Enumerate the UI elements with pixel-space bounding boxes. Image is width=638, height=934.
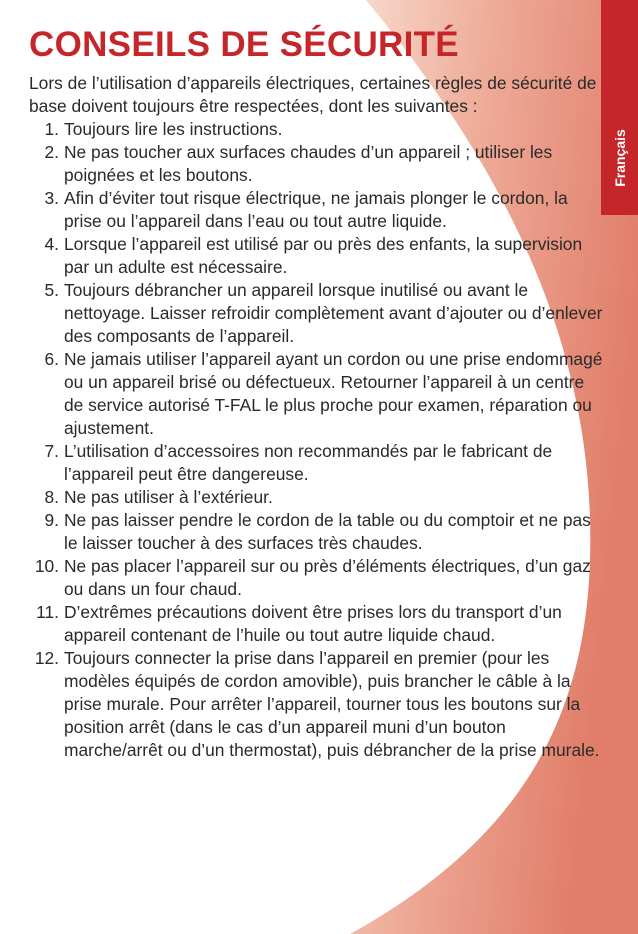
rule-text: Afin d’éviter tout risque électrique, ne jamais plonger le cordon, la prise ou l’appareil dans l’eau ou tout autre liquide. xyxy=(64,188,568,231)
rule-number: 5. xyxy=(44,280,59,300)
rule-text: Lorsque l’appareil est utilisé par ou près des enfants, la supervision par un adulte est nécessaire. xyxy=(64,234,583,277)
rule-number: 2. xyxy=(44,142,59,162)
intro-paragraph: Lors de l’utilisation d’appareils électriques, certaines règles de sécurité de base doivent toujours être respectées, dont les suivantes : xyxy=(29,73,597,116)
rule-item xyxy=(29,486,607,509)
safety-rules-list xyxy=(29,118,607,762)
rule-item xyxy=(29,555,607,601)
rule-number: 10. xyxy=(34,556,59,576)
rule-item xyxy=(29,647,607,762)
rule-number: 4. xyxy=(44,234,59,254)
rule-number: 1. xyxy=(44,119,59,139)
rule-item xyxy=(29,279,607,348)
rule-number: 3. xyxy=(44,188,59,208)
rule-text: Ne pas utiliser à l’extérieur. xyxy=(64,487,273,507)
rule-text: L’utilisation d’accessoires non recommandés par le fabricant de l’appareil peut être dangereuse. xyxy=(64,441,553,484)
rule-number: 12. xyxy=(34,648,59,668)
rule-number: 11. xyxy=(36,602,59,622)
rule-item xyxy=(29,509,607,555)
rule-item xyxy=(29,118,607,141)
rule-number: 8. xyxy=(44,487,59,507)
rule-text: Toujours lire les instructions. xyxy=(64,119,283,139)
rule-item xyxy=(29,348,607,440)
rule-number: 9. xyxy=(44,510,59,530)
rule-number: 7. xyxy=(44,441,59,461)
page-title: CONSEILS DE SÉCURITÉ xyxy=(29,25,459,64)
rule-text: Toujours connecter la prise dans l’appareil en premier (pour les modèles équipés de cordon amovible), puis brancher le câble à la prise murale. Pour arrêter l’appareil, tourner tous les boutons sur la position arrêt (dans le cas d’un appareil muni d’un bouton marche/arrêt ou d’un thermostat), puis débrancher de la prise murale. xyxy=(64,648,600,760)
rule-text: D’extrêmes précautions doivent être prises lors du transport d’un appareil contenant de l’huile ou tout autre liquide chaud. xyxy=(64,602,562,645)
rule-item xyxy=(29,233,607,279)
rule-item xyxy=(29,187,607,233)
rule-text: Ne jamais utiliser l’appareil ayant un cordon ou une prise endommagé ou un appareil brisé ou défectueux. Retourner l’appareil à un centre de service autorisé T-FAL le plus proche pour examen, réparation ou ajustement. xyxy=(64,349,603,438)
rule-text: Toujours débrancher un appareil lorsque inutilisé ou avant le nettoyage. Laisser refroidir complètement avant d’ajouter ou d’enlever des composants de l’appareil. xyxy=(64,280,603,346)
rule-item xyxy=(29,440,607,486)
rule-text: Ne pas laisser pendre le cordon de la table ou du comptoir et ne pas le laisser toucher à des surfaces très chaudes. xyxy=(64,510,591,553)
rule-text: Ne pas toucher aux surfaces chaudes d’un appareil ; utiliser les poignées et les boutons. xyxy=(64,142,553,185)
rule-item xyxy=(29,141,607,187)
rule-item xyxy=(29,601,607,647)
rule-text: Ne pas placer l’appareil sur ou près d’éléments électriques, d’un gaz ou dans un four chaud. xyxy=(64,556,591,599)
language-tab-label: Français xyxy=(611,129,628,187)
safety-section xyxy=(29,20,607,762)
rule-number: 6. xyxy=(44,349,59,369)
